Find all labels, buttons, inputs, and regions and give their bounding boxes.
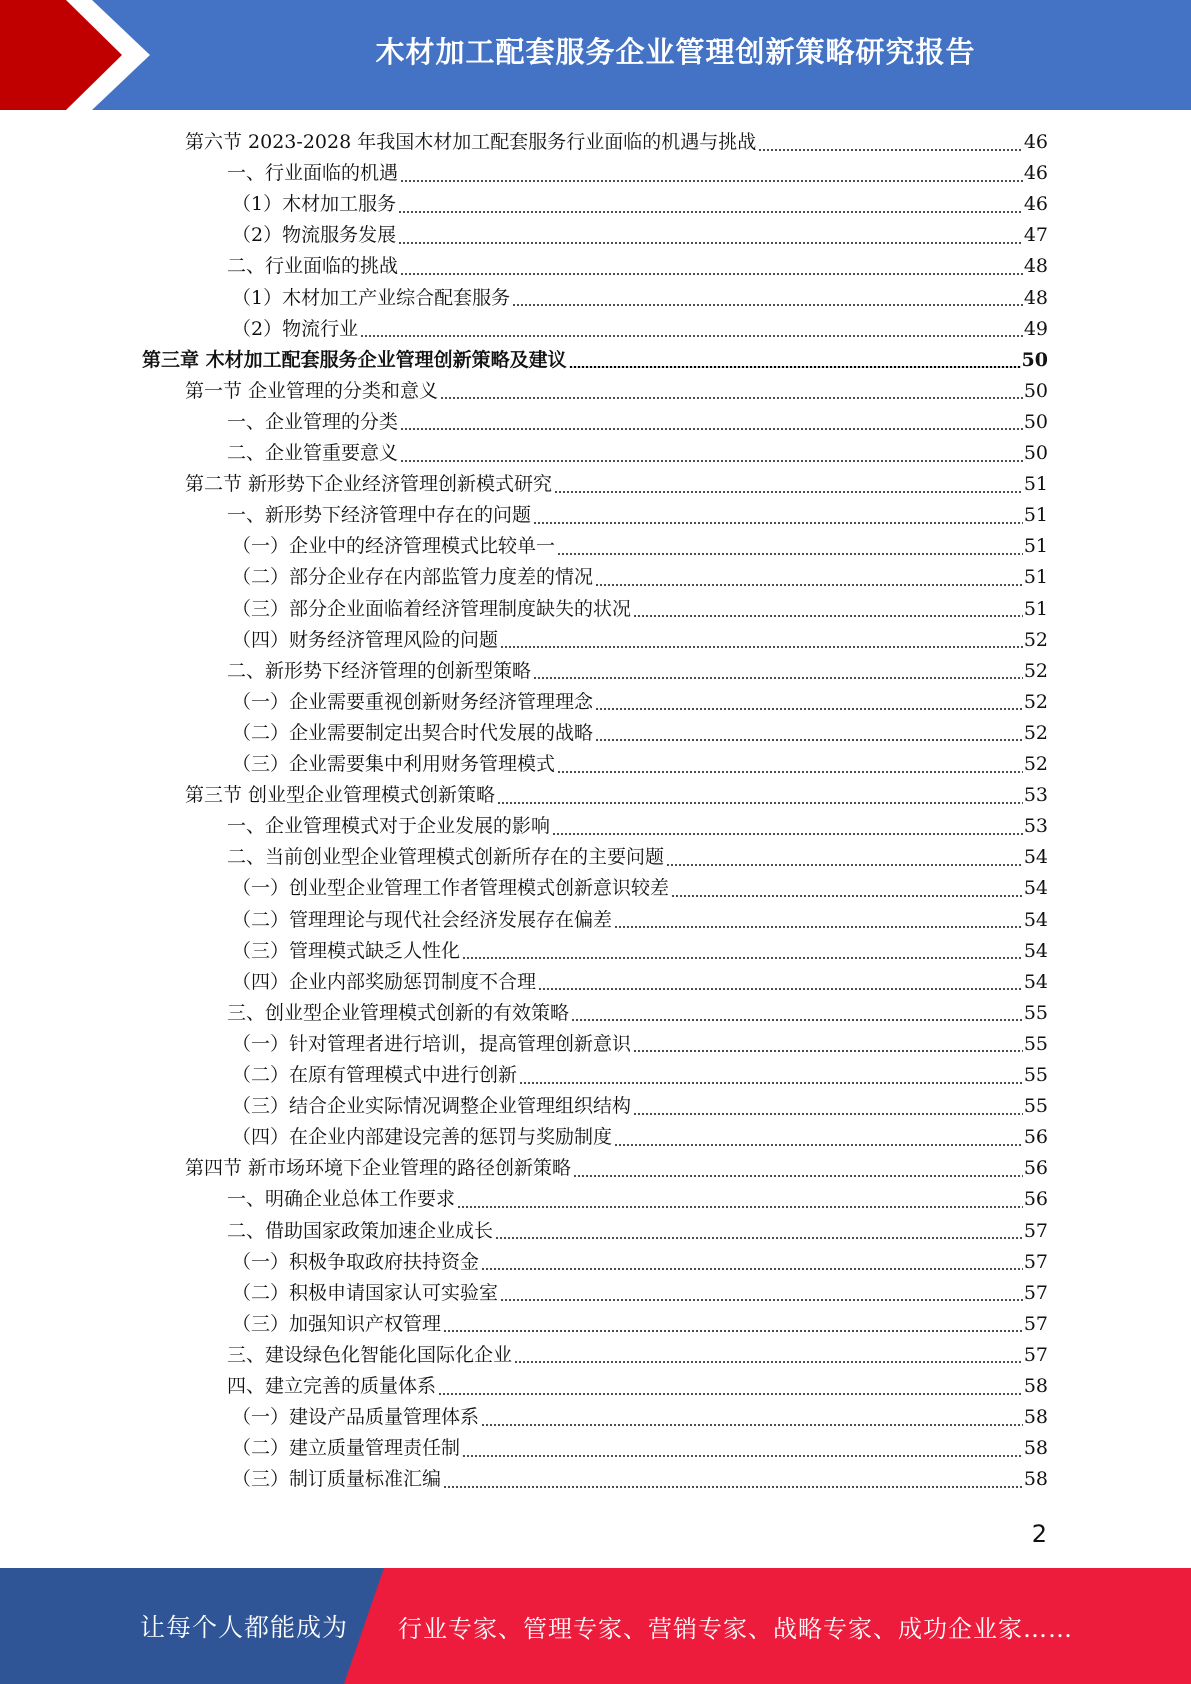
toc-dot-leader [400, 273, 1023, 275]
toc-entry[interactable] [185, 780, 1048, 811]
toc-entry-page: 54 [1023, 846, 1048, 869]
toc-entry-title: 一、企业管理的分类 [227, 410, 399, 433]
toc-dot-leader [495, 1237, 1023, 1239]
toc-dot-leader [400, 428, 1023, 430]
toc-dot-leader [440, 397, 1023, 399]
toc-entry-page: 50 [1023, 442, 1048, 464]
toc-entry-title: 一、行业面临的机遇 [227, 162, 399, 185]
toc-entry-page: 57 [1023, 1343, 1048, 1366]
toc-dot-leader [758, 149, 1023, 151]
toc-dot-leader [481, 1268, 1023, 1270]
toc-entry[interactable] [227, 656, 1048, 687]
toc-dot-leader [519, 1082, 1023, 1084]
toc-entry-page: 46 [1023, 131, 1048, 153]
toc-entry-title: （一）建设产品质量管理体系 [232, 1406, 480, 1429]
toc-entry-title: （1）木材加工产业综合配套服务 [232, 286, 511, 309]
toc-entry[interactable] [232, 562, 1048, 593]
toc-dot-leader [533, 677, 1023, 679]
toc-entry[interactable] [232, 314, 1048, 345]
toc-dot-leader [666, 864, 1023, 866]
toc-entry[interactable] [227, 158, 1048, 189]
toc-entry-page: 55 [1023, 1064, 1048, 1086]
toc-entry-page: 57 [1023, 1312, 1048, 1335]
toc-entry[interactable] [185, 376, 1048, 407]
toc-dot-leader [573, 1175, 1023, 1177]
toc-entry[interactable] [232, 1464, 1048, 1495]
toc-entry[interactable] [232, 1278, 1048, 1309]
toc-dot-leader [462, 1455, 1023, 1457]
toc-entry[interactable] [232, 749, 1048, 780]
toc-entry-page: 50 [1023, 410, 1048, 433]
toc-entry[interactable] [232, 189, 1048, 220]
toc-entry-page: 57 [1023, 1219, 1048, 1242]
toc-entry-page: 46 [1023, 193, 1048, 216]
toc-dot-leader [400, 180, 1023, 182]
toc-entry[interactable] [232, 1247, 1048, 1278]
toc-entry-page: 52 [1023, 753, 1048, 775]
toc-entry-page: 48 [1023, 255, 1048, 278]
toc-entry-title: 二、借助国家政策加速企业成长 [227, 1219, 494, 1242]
toc-entry[interactable] [232, 594, 1048, 625]
toc-entry-page: 55 [1023, 1001, 1048, 1024]
toc-entry-page: 54 [1023, 908, 1048, 931]
toc-entry[interactable] [227, 438, 1048, 469]
toc-entry-title: （一）创业型企业管理工作者管理模式创新意识较差 [232, 877, 670, 900]
toc-entry-page: 57 [1023, 1250, 1048, 1273]
toc-entry-title: （2）物流服务发展 [232, 224, 397, 247]
report-title: 木材加工配套服务企业管理创新策略研究报告 [375, 34, 976, 69]
toc-dot-leader [557, 553, 1023, 555]
toc-entry-page: 56 [1023, 1188, 1048, 1211]
toc-entry-title: 第二节 新形势下企业经济管理创新模式研究 [185, 473, 553, 496]
toc-entry-title: （三）制订质量标准汇编 [232, 1468, 442, 1491]
toc-entry[interactable] [227, 1371, 1048, 1402]
toc-entry-page: 53 [1023, 784, 1048, 807]
toc-entry-title: 一、企业管理模式对于企业发展的影响 [227, 815, 551, 838]
toc-entry[interactable] [227, 998, 1048, 1029]
toc-entry[interactable] [232, 1402, 1048, 1433]
toc-entry-page: 58 [1023, 1406, 1048, 1429]
toc-dot-leader [633, 615, 1023, 617]
toc-entry-page: 58 [1023, 1375, 1048, 1397]
toc-entry[interactable] [185, 1153, 1048, 1184]
toc-entry-page: 49 [1023, 317, 1048, 340]
toc-entry[interactable] [232, 905, 1048, 936]
toc-entry[interactable] [232, 1060, 1048, 1091]
toc-entry[interactable] [232, 1309, 1048, 1340]
toc-dot-leader [595, 584, 1023, 586]
toc-dot-leader [671, 895, 1023, 897]
toc-entry[interactable] [232, 1091, 1048, 1122]
toc-entry-page: 58 [1023, 1437, 1048, 1460]
toc-entry-title: （一）企业需要重视创新财务经济管理理念 [232, 690, 594, 713]
toc-entry-title: （三）企业需要集中利用财务管理模式 [232, 753, 556, 775]
toc-entry-title: （二）积极申请国家认可实验室 [232, 1281, 499, 1304]
toc-dot-leader [462, 957, 1023, 959]
toc-entry-page: 50 [1023, 379, 1048, 402]
toc-entry[interactable] [227, 1340, 1048, 1371]
toc-entry-page: 52 [1023, 721, 1048, 744]
toc-dot-leader [614, 926, 1023, 928]
toc-entry-title: 二、行业面临的挑战 [227, 255, 399, 278]
toc-dot-leader [457, 1206, 1023, 1208]
toc-entry-page: 56 [1023, 1157, 1048, 1180]
toc-entry-page: 51 [1023, 535, 1048, 558]
toc-entry-page: 54 [1023, 939, 1048, 962]
toc-entry-page: 55 [1023, 1095, 1048, 1118]
toc-entry-title: 一、新形势下经济管理中存在的问题 [227, 504, 532, 527]
toc-dot-leader [552, 833, 1023, 835]
toc-dot-leader [438, 1393, 1023, 1395]
toc-entry-page: 52 [1023, 690, 1048, 713]
toc-dot-leader [571, 1019, 1023, 1021]
toc-entry-page: 58 [1023, 1468, 1048, 1491]
header-chevron-graphic [0, 0, 170, 110]
toc-entry-title: 二、当前创业型企业管理模式创新所存在的主要问题 [227, 846, 665, 869]
toc-dot-leader [512, 304, 1023, 306]
toc-entry-page: 51 [1023, 597, 1048, 620]
toc-dot-leader [400, 460, 1023, 462]
toc-dot-leader [554, 491, 1023, 493]
toc-dot-leader [514, 1361, 1023, 1363]
toc-dot-leader [557, 771, 1023, 773]
toc-entry-title: 一、明确企业总体工作要求 [227, 1188, 456, 1211]
toc-dot-leader [398, 242, 1023, 244]
toc-entry[interactable] [232, 936, 1048, 967]
toc-entry-title: （四）企业内部奖励惩罚制度不合理 [232, 970, 537, 993]
toc-entry[interactable] [232, 220, 1048, 251]
toc-dot-leader [633, 1113, 1023, 1115]
toc-entry[interactable] [232, 718, 1048, 749]
toc-entry[interactable] [232, 625, 1048, 656]
toc-entry-page: 51 [1023, 504, 1048, 527]
toc-entry-title: 三、创业型企业管理模式创新的有效策略 [227, 1001, 570, 1024]
toc-entry-page: 46 [1023, 162, 1048, 185]
toc-entry[interactable] [227, 500, 1048, 531]
toc-dot-leader [595, 739, 1023, 741]
toc-entry-page: 50 [1021, 348, 1048, 371]
toc-entry-title: （1）木材加工服务 [232, 193, 397, 216]
toc-entry-title: 二、新形势下经济管理的创新型策略 [227, 659, 532, 682]
toc-entry-page: 53 [1023, 815, 1048, 838]
toc-dot-leader [569, 366, 1021, 368]
toc-entry-page: 56 [1023, 1126, 1048, 1149]
toc-dot-leader [538, 988, 1023, 990]
toc-entry-page: 57 [1023, 1281, 1048, 1304]
toc-entry-page: 55 [1023, 1032, 1048, 1055]
toc-entry-title: （四）财务经济管理风险的问题 [232, 628, 499, 651]
toc-entry[interactable] [227, 407, 1048, 438]
toc-entry-title: （三）结合企业实际情况调整企业管理组织结构 [232, 1095, 632, 1118]
toc-entry-title: （二）建立质量管理责任制 [232, 1437, 461, 1460]
toc-entry-title: 四、建立完善的质量体系 [227, 1375, 437, 1397]
toc-entry-title: （三）管理模式缺乏人性化 [232, 939, 461, 962]
toc-entry[interactable] [232, 873, 1048, 904]
toc-entry[interactable] [227, 811, 1048, 842]
toc-entry[interactable] [142, 345, 1048, 376]
toc-entry[interactable] [232, 283, 1048, 314]
toc-entry-title: 第三章 木材加工配套服务企业管理创新策略及建议 [142, 348, 567, 371]
toc-entry-title: （一）积极争取政府扶持资金 [232, 1250, 480, 1273]
toc-entry[interactable] [227, 251, 1048, 282]
toc-entry-title: 三、建设绿色化智能化国际化企业 [227, 1343, 513, 1366]
toc-entry[interactable] [232, 967, 1048, 998]
page-number: 2 [1031, 1520, 1047, 1548]
toc-dot-leader [360, 335, 1023, 337]
toc-entry[interactable] [227, 842, 1048, 873]
toc-entry[interactable] [232, 687, 1048, 718]
toc-entry-title: （二）管理理论与现代社会经济发展存在偏差 [232, 908, 613, 931]
toc-entry[interactable] [227, 1216, 1048, 1247]
toc-entry-title: 第四节 新市场环境下企业管理的路径创新策略 [185, 1157, 572, 1180]
toc-entry-title: （三）部分企业面临着经济管理制度缺失的状况 [232, 597, 632, 620]
page-footer [0, 1568, 1191, 1684]
toc-entry-title: （二）在原有管理模式中进行创新 [232, 1064, 518, 1086]
toc-entry-page: 51 [1023, 566, 1048, 589]
toc-entry-title: （一）针对管理者进行培训，提高管理创新意识 [232, 1032, 632, 1055]
footer-slogan-right: 行业专家、管理专家、营销专家、战略专家、成功企业家…… [398, 1614, 1073, 1643]
toc-entry-title: （四）在企业内部建设完善的惩罚与奖励制度 [232, 1126, 613, 1149]
toc-entry[interactable] [232, 1029, 1048, 1060]
toc-entry-page: 52 [1023, 659, 1048, 682]
toc-dot-leader [533, 522, 1023, 524]
toc-entry-page: 54 [1023, 877, 1048, 900]
toc-dot-leader [481, 1424, 1023, 1426]
footer-slogan-left: 让每个人都能成为 [140, 1613, 349, 1642]
toc-entry-title: （二）部分企业存在内部监管力度差的情况 [232, 566, 594, 589]
toc-dot-leader [633, 1050, 1023, 1052]
toc-entry-page: 51 [1023, 473, 1048, 496]
toc-entry-page: 54 [1023, 970, 1048, 993]
toc-dot-leader [595, 708, 1023, 710]
toc-entry-title: 二、企业管重要意义 [227, 442, 399, 464]
toc-dot-leader [398, 211, 1023, 213]
page-header [0, 0, 1191, 110]
toc-entry-title: 第六节 2023-2028 年我国木材加工配套服务行业面临的机遇与挑战 [185, 131, 757, 153]
toc-entry-title: （三）加强知识产权管理 [232, 1312, 442, 1335]
toc-dot-leader [443, 1330, 1023, 1332]
toc-entry[interactable] [227, 1184, 1048, 1215]
toc-entry[interactable] [232, 1433, 1048, 1464]
toc-entry[interactable] [232, 1122, 1048, 1153]
toc-entry-page: 52 [1023, 628, 1048, 651]
toc-entry-title: （一）企业中的经济管理模式比较单一 [232, 535, 556, 558]
toc-entry-title: （2）物流行业 [232, 317, 359, 340]
toc-entry-page: 48 [1023, 286, 1048, 309]
toc-dot-leader [500, 646, 1023, 648]
toc-entry-title: 第三节 创业型企业管理模式创新策略 [185, 784, 496, 807]
toc-dot-leader [443, 1486, 1023, 1488]
toc-entry-page: 47 [1023, 224, 1048, 247]
toc-dot-leader [614, 1144, 1023, 1146]
toc-entry-title: 第一节 企业管理的分类和意义 [185, 379, 439, 402]
toc-dot-leader [497, 802, 1023, 804]
toc-entry-title: （二）企业需要制定出契合时代发展的战略 [232, 721, 594, 744]
toc-entry[interactable] [232, 531, 1048, 562]
toc-entry[interactable] [185, 469, 1048, 500]
toc-entry[interactable] [185, 127, 1048, 158]
toc-dot-leader [500, 1299, 1023, 1301]
